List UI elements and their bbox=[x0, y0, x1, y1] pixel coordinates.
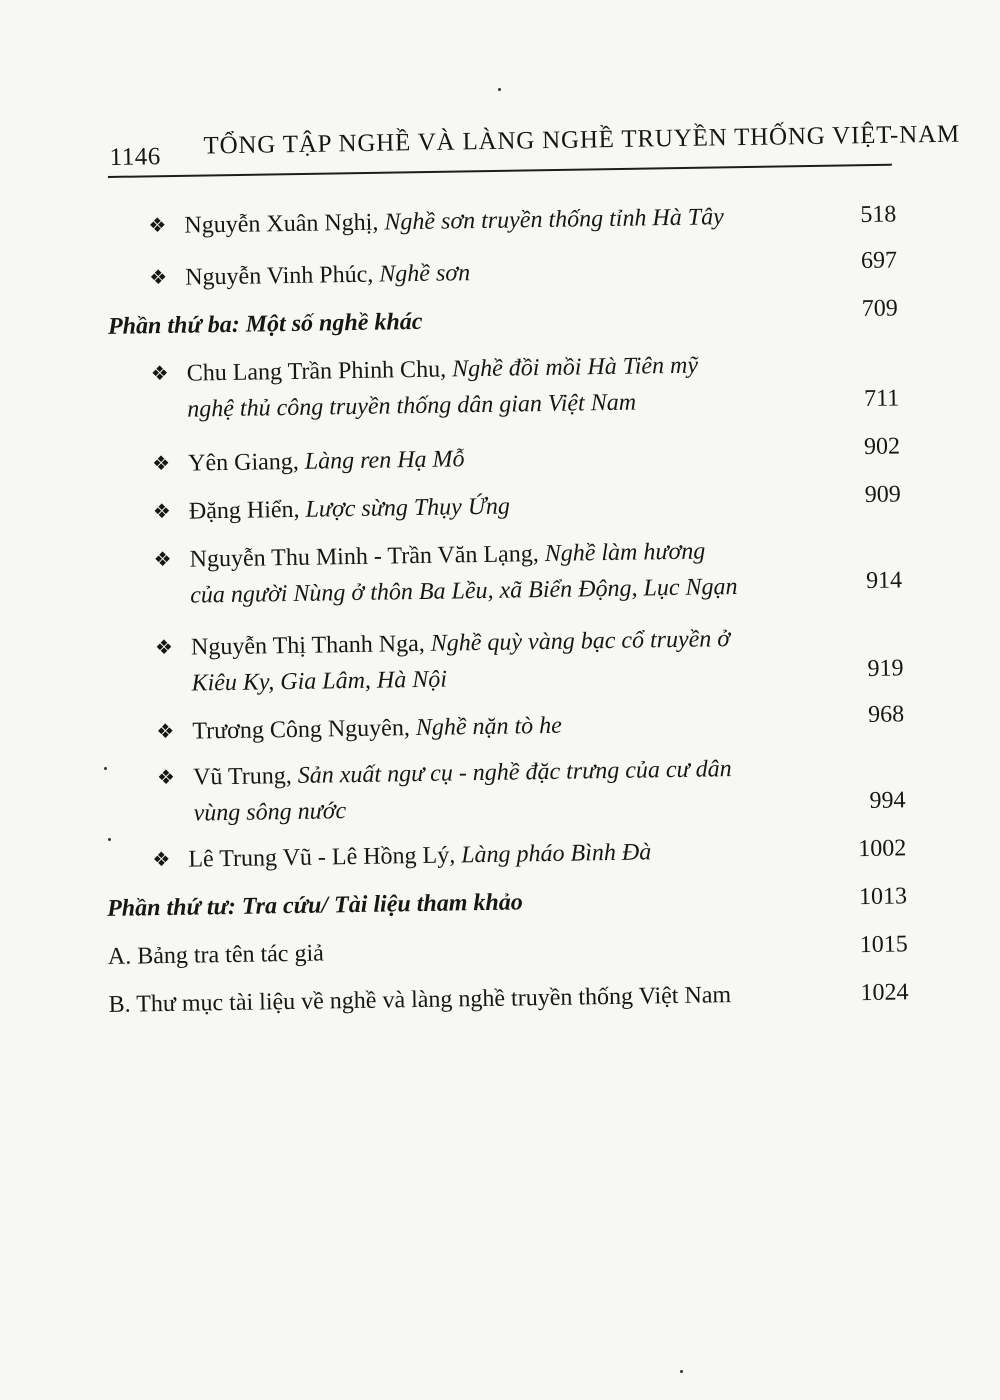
entry-title-continued: của người Nùng ở thôn Ba Lều, xã Biển Động, Lục Ngạn bbox=[190, 573, 738, 609]
entry-page-number: 697 bbox=[860, 247, 898, 274]
header-rule bbox=[108, 164, 892, 178]
entry-page-number: 711 bbox=[863, 385, 900, 412]
diamond-cluster-icon: ❖ bbox=[152, 500, 172, 524]
diamond-cluster-icon: ❖ bbox=[151, 452, 171, 476]
entry-page-number: 902 bbox=[863, 433, 901, 460]
toc-entry-text bbox=[184, 202, 724, 240]
entry-page-number: 518 bbox=[860, 201, 897, 228]
diamond-cluster-icon: ❖ bbox=[149, 266, 168, 290]
ink-speck bbox=[108, 838, 111, 841]
entry-page-number: 909 bbox=[864, 481, 901, 508]
entry-title: Làng pháo Bình Đà bbox=[461, 839, 652, 869]
toc-entry-text bbox=[191, 624, 731, 662]
appendix-page-number: 1024 bbox=[860, 979, 909, 1007]
table-of-contents bbox=[96, 187, 909, 1019]
entry-title: Làng ren Hạ Mỗ bbox=[304, 446, 465, 475]
entry-title: Lược sừng Thụy Ứng bbox=[305, 493, 511, 523]
ink-speck bbox=[680, 1370, 683, 1373]
entry-page-number: 968 bbox=[867, 701, 905, 728]
entry-author: Nguyễn Vinh Phúc, bbox=[185, 261, 380, 291]
running-title: TỔNG TẬP NGHỀ VÀ LÀNG NGHỀ TRUYỀN THỐNG VIỆT-NAM bbox=[203, 120, 961, 160]
section-heading: Phần thứ ba: Một số nghề khác bbox=[107, 308, 423, 340]
entry-page-number: 1002 bbox=[858, 835, 907, 863]
appendix-page-number: 1015 bbox=[859, 931, 908, 959]
entry-title: Nghề sơn bbox=[379, 260, 471, 288]
entry-page-number: 914 bbox=[865, 567, 903, 594]
entry-author: Đặng Hiển, bbox=[188, 496, 306, 525]
ink-speck bbox=[498, 88, 501, 91]
section-page-number: 709 bbox=[861, 295, 899, 322]
diamond-cluster-icon: ❖ bbox=[153, 548, 172, 572]
entry-title: Nghề làm hương bbox=[544, 538, 706, 567]
entry-author: Chu Lang Trần Phinh Chu, bbox=[186, 356, 453, 387]
toc-entry-text bbox=[185, 258, 470, 292]
page-number: 1146 bbox=[109, 143, 161, 171]
toc-entry-text bbox=[188, 444, 465, 478]
toc-entry-text bbox=[192, 711, 562, 747]
entry-title: Sản xuất ngư cụ - nghề đặc trưng của cư dân bbox=[297, 756, 732, 789]
diamond-cluster-icon: ❖ bbox=[156, 720, 175, 744]
entry-page-number: 919 bbox=[867, 655, 904, 682]
entry-author: Vũ Trung, bbox=[192, 762, 298, 791]
section-heading: Phần thứ tư: Tra cứu/ Tài liệu tham khảo bbox=[106, 889, 523, 922]
appendix-title: A. Bảng tra tên tác giả bbox=[107, 940, 324, 970]
entry-author: Nguyễn Thu Minh - Trần Văn Lạng, bbox=[189, 540, 545, 573]
section-page-number: 1013 bbox=[858, 883, 908, 911]
entry-title-continued: vùng sông nước bbox=[193, 798, 347, 827]
page-header bbox=[107, 118, 961, 178]
toc-entry-text bbox=[189, 536, 705, 574]
entry-title: Nghề sơn truyền thống tỉnh Hà Tây bbox=[384, 204, 724, 236]
entry-author: Trương Công Nguyên, bbox=[192, 715, 417, 745]
appendix-title: B. Thư mục tài liệu về nghề và làng nghề truyền thống Việt Nam bbox=[108, 982, 732, 1018]
entry-page-number: 994 bbox=[869, 787, 906, 814]
diamond-cluster-icon: ❖ bbox=[148, 214, 167, 238]
toc-entry-text bbox=[189, 492, 510, 527]
ink-speck bbox=[104, 767, 107, 770]
entry-title: Nghề đồi mồi Hà Tiên mỹ bbox=[451, 352, 699, 383]
entry-author: Nguyễn Xuân Nghị, bbox=[184, 209, 385, 239]
entry-author: Lê Trung Vũ - Lê Hồng Lý, bbox=[188, 842, 462, 873]
diamond-cluster-icon: ❖ bbox=[156, 766, 176, 790]
entry-title: Nghề nặn tò he bbox=[415, 712, 563, 742]
toc-entry bbox=[96, 187, 897, 239]
entry-title-continued: Kiêu Ky, Gia Lâm, Hà Nội bbox=[191, 666, 448, 697]
entry-author: Nguyễn Thị Thanh Nga, bbox=[190, 630, 431, 661]
toc-entry-text bbox=[187, 351, 699, 389]
entry-title: Nghề quỳ vàng bạc cổ truyền ở bbox=[430, 626, 731, 657]
diamond-cluster-icon: ❖ bbox=[150, 362, 169, 386]
diamond-cluster-icon: ❖ bbox=[152, 848, 171, 872]
toc-entry-text bbox=[188, 837, 651, 874]
entry-author: Yên Giang, bbox=[187, 448, 305, 477]
diamond-cluster-icon: ❖ bbox=[154, 636, 174, 660]
entry-title-continued: nghệ thủ công truyền thống dân gian Việt Nam bbox=[187, 389, 637, 423]
toc-entry-text bbox=[193, 754, 732, 792]
